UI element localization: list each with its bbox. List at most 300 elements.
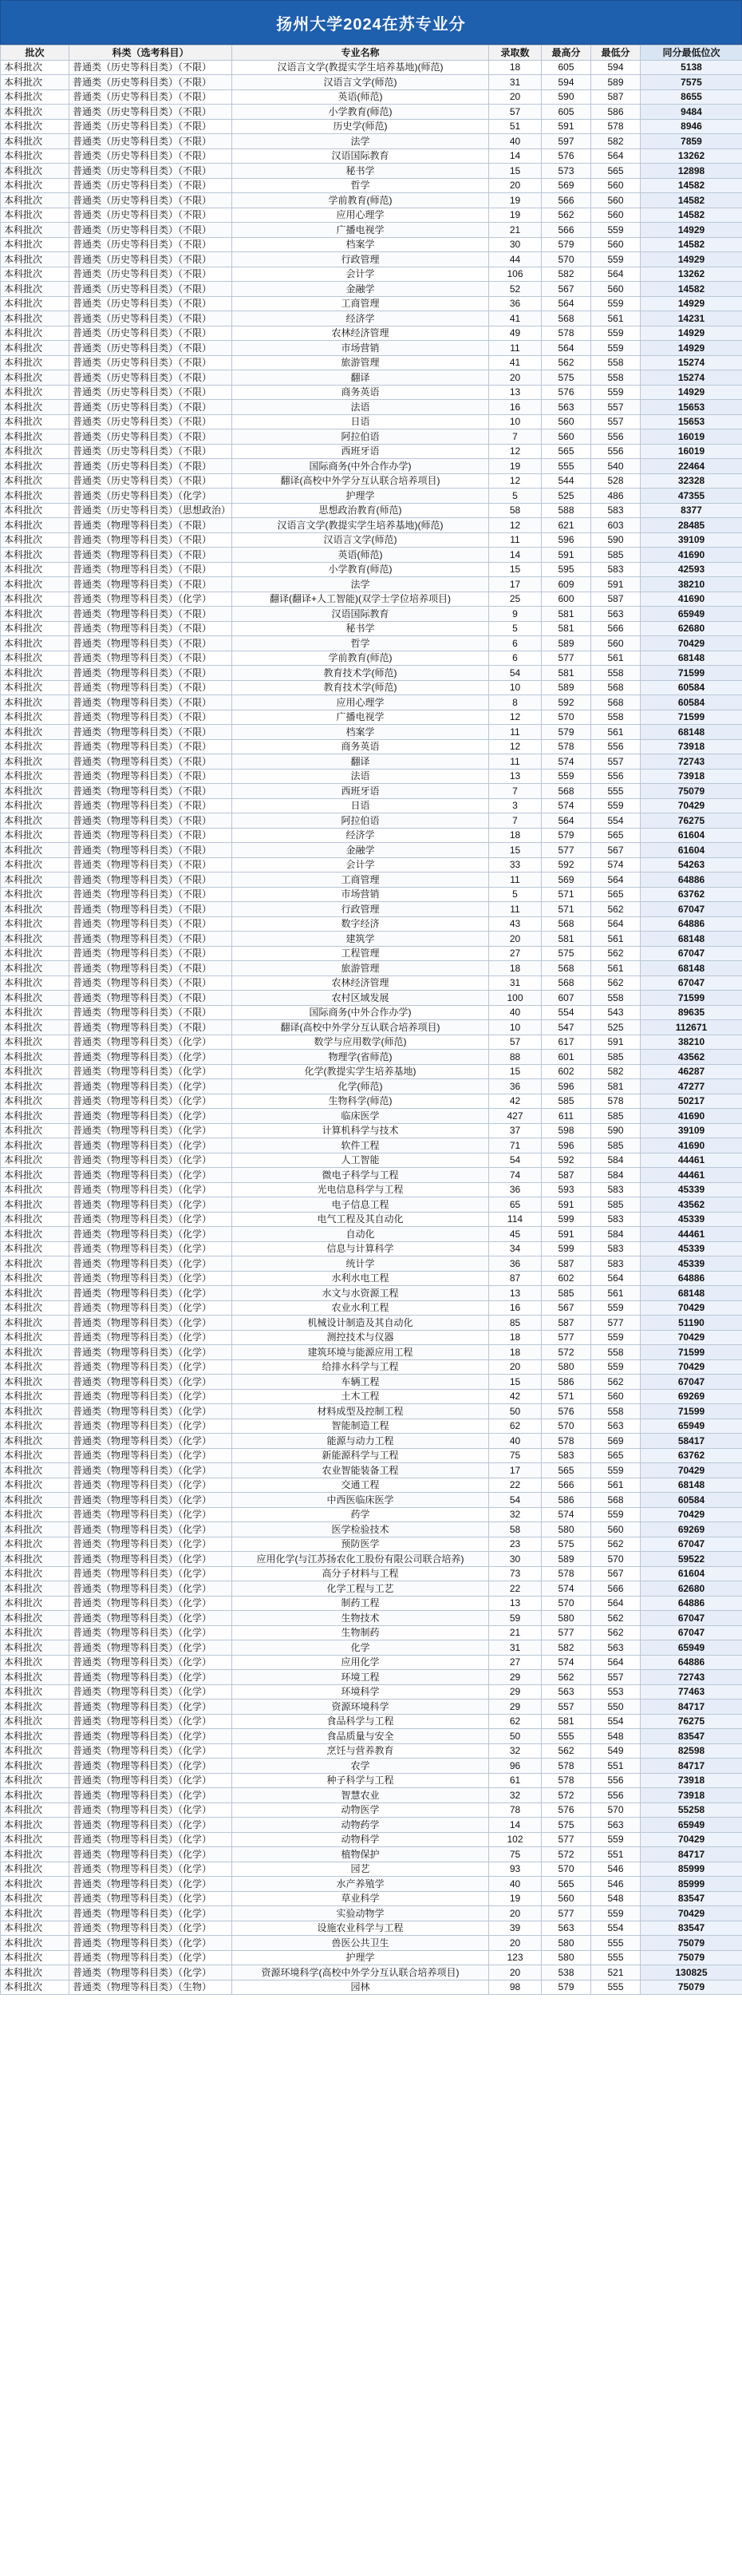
admitted-cell: 10: [489, 414, 542, 429]
major-cell: 园林: [232, 1980, 489, 1995]
admitted-cell: 36: [489, 1079, 542, 1094]
major-cell: 翻译(高校中外学分互认联合培养项目): [232, 473, 489, 489]
table-row: [1, 1655, 742, 1670]
major-cell: 汉语言文学(师范): [232, 75, 489, 90]
batch-cell: 本科批次: [1, 60, 69, 75]
batch-cell: 本科批次: [1, 916, 69, 932]
category-cell: 普通类（历史等科目类）（不限）: [69, 148, 232, 164]
min-score-cell: 578: [591, 1094, 641, 1109]
category-cell: 普通类（历史等科目类）（不限）: [69, 193, 232, 208]
min-rank-cell: 9484: [641, 105, 742, 120]
table-row: [1, 1212, 742, 1227]
batch-cell: 本科批次: [1, 577, 69, 592]
min-score-cell: 583: [591, 503, 641, 518]
table-row: [1, 60, 742, 75]
category-cell: 普通类（物理等科目类）（不限）: [69, 754, 232, 770]
min-rank-cell: 65949: [641, 1640, 742, 1656]
category-cell: 普通类（物理等科目类）（化学）: [69, 1389, 232, 1404]
min-score-cell: 563: [591, 607, 641, 622]
min-score-cell: 574: [591, 857, 641, 873]
min-rank-cell: 71599: [641, 666, 742, 681]
min-rank-cell: 32328: [641, 473, 742, 489]
table-row: [1, 282, 742, 297]
min-rank-cell: 47277: [641, 1079, 742, 1094]
batch-cell: 本科批次: [1, 1005, 69, 1020]
batch-cell: 本科批次: [1, 1404, 69, 1419]
table-row: [1, 326, 742, 341]
min-rank-cell: 67047: [641, 975, 742, 991]
table-row: [1, 725, 742, 740]
admitted-cell: 5: [489, 489, 542, 504]
max-score-cell: 562: [542, 355, 591, 370]
batch-cell: 本科批次: [1, 1581, 69, 1597]
batch-cell: 本科批次: [1, 1094, 69, 1109]
batch-cell: 本科批次: [1, 341, 69, 356]
batch-cell: 本科批次: [1, 89, 69, 105]
major-cell: 设施农业科学与工程: [232, 1921, 489, 1936]
max-score-cell: 592: [542, 857, 591, 873]
admitted-cell: 12: [489, 518, 542, 533]
category-cell: 普通类（历史等科目类）（不限）: [69, 267, 232, 282]
table-row: [1, 252, 742, 267]
admitted-cell: 36: [489, 1182, 542, 1197]
admitted-cell: 87: [489, 1271, 542, 1286]
table-row: [1, 1389, 742, 1404]
table-row: [1, 1434, 742, 1449]
table-row: [1, 444, 742, 459]
category-cell: 普通类（物理等科目类）（不限）: [69, 680, 232, 695]
batch-cell: 本科批次: [1, 400, 69, 415]
admitted-cell: 18: [489, 1330, 542, 1345]
batch-cell: 本科批次: [1, 252, 69, 267]
category-cell: 普通类（物理等科目类）（不限）: [69, 739, 232, 754]
admitted-cell: 102: [489, 1832, 542, 1847]
table-row: [1, 739, 742, 754]
batch-cell: 本科批次: [1, 680, 69, 695]
category-cell: 普通类（物理等科目类）（化学）: [69, 1359, 232, 1375]
category-cell: 普通类（物理等科目类）（不限）: [69, 1020, 232, 1035]
major-cell: 小学教育(师范): [232, 105, 489, 120]
min-rank-cell: 39109: [641, 532, 742, 548]
batch-cell: 本科批次: [1, 1079, 69, 1094]
admitted-cell: 29: [489, 1700, 542, 1715]
max-score-cell: 563: [542, 1921, 591, 1936]
min-score-cell: 562: [591, 946, 641, 961]
batch-cell: 本科批次: [1, 489, 69, 504]
min-rank-cell: 50217: [641, 1094, 742, 1109]
batch-cell: 本科批次: [1, 1965, 69, 1980]
min-rank-cell: 70429: [641, 636, 742, 651]
min-score-cell: 551: [591, 1759, 641, 1774]
table-row: [1, 1522, 742, 1537]
min-score-cell: 603: [591, 518, 641, 533]
max-score-cell: 575: [542, 946, 591, 961]
min-rank-cell: 47355: [641, 489, 742, 504]
min-score-cell: 559: [591, 223, 641, 238]
major-cell: 微电子科学与工程: [232, 1168, 489, 1183]
major-cell: 阿拉伯语: [232, 429, 489, 445]
batch-cell: 本科批次: [1, 1759, 69, 1774]
table-row: [1, 562, 742, 577]
admitted-cell: 10: [489, 1020, 542, 1035]
admitted-cell: 40: [489, 1434, 542, 1449]
batch-cell: 本科批次: [1, 1359, 69, 1375]
batch-cell: 本科批次: [1, 1212, 69, 1227]
min-score-cell: 556: [591, 769, 641, 784]
admitted-cell: 15: [489, 1064, 542, 1079]
admitted-cell: 427: [489, 1109, 542, 1124]
major-cell: 农林经济管理: [232, 975, 489, 991]
category-cell: 普通类（物理等科目类）（化学）: [69, 1921, 232, 1936]
admitted-cell: 73: [489, 1566, 542, 1581]
category-cell: 普通类（物理等科目类）（不限）: [69, 695, 232, 710]
batch-cell: 本科批次: [1, 1684, 69, 1700]
min-rank-cell: 68148: [641, 932, 742, 947]
table-row: [1, 164, 742, 179]
table-row: [1, 1359, 742, 1375]
min-rank-cell: 112671: [641, 1020, 742, 1035]
category-cell: 普通类（历史等科目类）（不限）: [69, 134, 232, 149]
category-cell: 普通类（物理等科目类）（化学）: [69, 1168, 232, 1183]
max-score-cell: 601: [542, 1050, 591, 1065]
min-rank-cell: 46287: [641, 1064, 742, 1079]
min-rank-cell: 75079: [641, 1950, 742, 1965]
batch-cell: 本科批次: [1, 843, 69, 858]
max-score-cell: 591: [542, 1227, 591, 1242]
batch-cell: 本科批次: [1, 355, 69, 370]
max-score-cell: 566: [542, 1478, 591, 1493]
table-row: [1, 1463, 742, 1478]
batch-cell: 本科批次: [1, 311, 69, 326]
batch-cell: 本科批次: [1, 1743, 69, 1759]
major-cell: 学前教育(师范): [232, 193, 489, 208]
batch-cell: 本科批次: [1, 459, 69, 474]
min-rank-cell: 39109: [641, 1123, 742, 1138]
admitted-cell: 74: [489, 1168, 542, 1183]
max-score-cell: 596: [542, 532, 591, 548]
table-row: [1, 1153, 742, 1168]
min-rank-cell: 83547: [641, 1891, 742, 1906]
min-score-cell: 560: [591, 1389, 641, 1404]
table-row: [1, 946, 742, 961]
major-cell: 植物保护: [232, 1847, 489, 1862]
major-cell: 法学: [232, 134, 489, 149]
min-rank-cell: 62680: [641, 1581, 742, 1597]
min-score-cell: 584: [591, 1227, 641, 1242]
major-cell: 商务英语: [232, 739, 489, 754]
table-row: [1, 1493, 742, 1508]
header-major: 专业名称: [232, 46, 489, 61]
batch-cell: 本科批次: [1, 1552, 69, 1567]
min-rank-cell: 69269: [641, 1389, 742, 1404]
category-cell: 普通类（物理等科目类）（不限）: [69, 651, 232, 666]
min-rank-cell: 61604: [641, 1566, 742, 1581]
min-score-cell: 582: [591, 134, 641, 149]
min-score-cell: 585: [591, 1138, 641, 1153]
min-score-cell: 563: [591, 1640, 641, 1656]
table-row: [1, 607, 742, 622]
batch-cell: 本科批次: [1, 1507, 69, 1522]
major-cell: 商务英语: [232, 385, 489, 400]
category-cell: 普通类（历史等科目类）（不限）: [69, 89, 232, 105]
min-rank-cell: 70429: [641, 1300, 742, 1316]
major-cell: 数字经济: [232, 916, 489, 932]
max-score-cell: 577: [542, 843, 591, 858]
major-cell: 护理学: [232, 489, 489, 504]
max-score-cell: 569: [542, 178, 591, 193]
admitted-cell: 19: [489, 459, 542, 474]
min-rank-cell: 77463: [641, 1684, 742, 1700]
batch-cell: 本科批次: [1, 1729, 69, 1744]
admitted-cell: 22: [489, 1581, 542, 1597]
table-row: [1, 577, 742, 592]
table-row: [1, 1640, 742, 1656]
major-cell: 交通工程: [232, 1478, 489, 1493]
category-cell: 普通类（物理等科目类）（化学）: [69, 1759, 232, 1774]
max-score-cell: 589: [542, 680, 591, 695]
major-cell: 法学: [232, 577, 489, 592]
category-cell: 普通类（物理等科目类）（化学）: [69, 1788, 232, 1803]
min-score-cell: 559: [591, 1507, 641, 1522]
table-row: [1, 119, 742, 134]
min-rank-cell: 130825: [641, 1965, 742, 1980]
batch-cell: 本科批次: [1, 1655, 69, 1670]
min-score-cell: 563: [591, 1419, 641, 1434]
admitted-cell: 32: [489, 1507, 542, 1522]
max-score-cell: 579: [542, 828, 591, 843]
min-rank-cell: 14929: [641, 296, 742, 311]
max-score-cell: 581: [542, 607, 591, 622]
max-score-cell: 585: [542, 1286, 591, 1301]
admitted-cell: 96: [489, 1759, 542, 1774]
max-score-cell: 589: [542, 636, 591, 651]
major-cell: 市场营销: [232, 887, 489, 902]
admitted-cell: 17: [489, 577, 542, 592]
min-score-cell: 557: [591, 1670, 641, 1685]
batch-cell: 本科批次: [1, 1197, 69, 1213]
table-row: [1, 1625, 742, 1640]
admitted-cell: 123: [489, 1950, 542, 1965]
max-score-cell: 590: [542, 89, 591, 105]
max-score-cell: 596: [542, 1138, 591, 1153]
category-cell: 普通类（物理等科目类）（化学）: [69, 1906, 232, 1921]
min-rank-cell: 68148: [641, 1478, 742, 1493]
min-rank-cell: 71599: [641, 710, 742, 725]
major-cell: 英语(师范): [232, 89, 489, 105]
category-cell: 普通类（物理等科目类）（化学）: [69, 1832, 232, 1847]
batch-cell: 本科批次: [1, 828, 69, 843]
min-rank-cell: 72743: [641, 1670, 742, 1685]
admitted-cell: 13: [489, 385, 542, 400]
category-cell: 普通类（物理等科目类）（化学）: [69, 1936, 232, 1951]
table-row: [1, 1788, 742, 1803]
major-cell: 翻译: [232, 754, 489, 770]
category-cell: 普通类（物理等科目类）（化学）: [69, 1773, 232, 1788]
major-cell: 工商管理: [232, 873, 489, 888]
min-score-cell: 584: [591, 1153, 641, 1168]
category-cell: 普通类（物理等科目类）（化学）: [69, 1950, 232, 1965]
batch-cell: 本科批次: [1, 1522, 69, 1537]
min-rank-cell: 15274: [641, 370, 742, 386]
batch-cell: 本科批次: [1, 932, 69, 947]
batch-cell: 本科批次: [1, 134, 69, 149]
major-cell: 动物药学: [232, 1818, 489, 1833]
category-cell: 普通类（物理等科目类）（不限）: [69, 873, 232, 888]
batch-cell: 本科批次: [1, 326, 69, 341]
category-cell: 普通类（历史等科目类）（不限）: [69, 178, 232, 193]
category-cell: 普通类（物理等科目类）（化学）: [69, 1596, 232, 1611]
table-row: [1, 680, 742, 695]
batch-cell: 本科批次: [1, 385, 69, 400]
category-cell: 普通类（物理等科目类）（不限）: [69, 636, 232, 651]
min-rank-cell: 16019: [641, 444, 742, 459]
batch-cell: 本科批次: [1, 1773, 69, 1788]
admitted-cell: 14: [489, 548, 542, 563]
max-score-cell: 573: [542, 164, 591, 179]
table-row: [1, 798, 742, 813]
table-row: [1, 843, 742, 858]
max-score-cell: 572: [542, 1847, 591, 1862]
min-rank-cell: 84717: [641, 1759, 742, 1774]
min-score-cell: 558: [591, 1345, 641, 1360]
max-score-cell: 581: [542, 621, 591, 636]
major-cell: 车辆工程: [232, 1375, 489, 1390]
min-rank-cell: 64886: [641, 873, 742, 888]
max-score-cell: 607: [542, 991, 591, 1006]
min-rank-cell: 75079: [641, 1936, 742, 1951]
max-score-cell: 600: [542, 592, 591, 607]
batch-cell: 本科批次: [1, 1700, 69, 1715]
max-score-cell: 587: [542, 1316, 591, 1331]
category-cell: 普通类（物理等科目类）（不限）: [69, 518, 232, 533]
admitted-cell: 62: [489, 1419, 542, 1434]
batch-cell: 本科批次: [1, 75, 69, 90]
admitted-cell: 16: [489, 1300, 542, 1316]
max-score-cell: 592: [542, 1153, 591, 1168]
min-score-cell: 555: [591, 784, 641, 799]
min-score-cell: 486: [591, 489, 641, 504]
max-score-cell: 577: [542, 651, 591, 666]
admitted-cell: 13: [489, 1286, 542, 1301]
min-score-cell: 561: [591, 1478, 641, 1493]
header-admitted: 录取数: [489, 46, 542, 61]
min-rank-cell: 67047: [641, 1375, 742, 1390]
category-cell: 普通类（物理等科目类）（化学）: [69, 1670, 232, 1685]
table-row: [1, 754, 742, 770]
max-score-cell: 562: [542, 1670, 591, 1685]
batch-cell: 本科批次: [1, 164, 69, 179]
min-rank-cell: 22464: [641, 459, 742, 474]
category-cell: 普通类（物理等科目类）（化学）: [69, 1611, 232, 1626]
min-rank-cell: 70429: [641, 1463, 742, 1478]
min-rank-cell: 60584: [641, 695, 742, 710]
major-cell: 软件工程: [232, 1138, 489, 1153]
major-cell: 哲学: [232, 636, 489, 651]
min-score-cell: 583: [591, 1212, 641, 1227]
max-score-cell: 562: [542, 1743, 591, 1759]
category-cell: 普通类（物理等科目类）（不限）: [69, 532, 232, 548]
min-score-cell: 558: [591, 1404, 641, 1419]
major-cell: 翻译: [232, 370, 489, 386]
min-score-cell: 554: [591, 1921, 641, 1936]
min-rank-cell: 14582: [641, 208, 742, 223]
major-cell: 市场营销: [232, 341, 489, 356]
min-score-cell: 554: [591, 1714, 641, 1729]
batch-cell: 本科批次: [1, 754, 69, 770]
major-cell: 国际商务(中外合作办学): [232, 1005, 489, 1020]
major-cell: 制药工程: [232, 1596, 489, 1611]
admitted-cell: 50: [489, 1729, 542, 1744]
major-cell: 会计学: [232, 267, 489, 282]
table-row: [1, 89, 742, 105]
admitted-cell: 11: [489, 754, 542, 770]
min-score-cell: 546: [591, 1862, 641, 1877]
max-score-cell: 585: [542, 1094, 591, 1109]
min-rank-cell: 73918: [641, 739, 742, 754]
min-rank-cell: 68148: [641, 1286, 742, 1301]
table-row: [1, 1064, 742, 1079]
max-score-cell: 569: [542, 873, 591, 888]
major-cell: 电气工程及其自动化: [232, 1212, 489, 1227]
min-rank-cell: 60584: [641, 1493, 742, 1508]
batch-cell: 本科批次: [1, 237, 69, 252]
major-cell: 能源与动力工程: [232, 1434, 489, 1449]
max-score-cell: 591: [542, 548, 591, 563]
batch-cell: 本科批次: [1, 119, 69, 134]
table-row: [1, 1891, 742, 1906]
major-cell: 临床医学: [232, 1109, 489, 1124]
category-cell: 普通类（历史等科目类）（不限）: [69, 370, 232, 386]
min-rank-cell: 8655: [641, 89, 742, 105]
category-cell: 普通类（物理等科目类）（化学）: [69, 1271, 232, 1286]
table-row: [1, 695, 742, 710]
max-score-cell: 565: [542, 444, 591, 459]
category-cell: 普通类（物理等科目类）（生物）: [69, 1980, 232, 1995]
major-cell: 秘书学: [232, 621, 489, 636]
max-score-cell: 576: [542, 385, 591, 400]
max-score-cell: 568: [542, 961, 591, 976]
batch-cell: 本科批次: [1, 887, 69, 902]
major-cell: 给排水科学与工程: [232, 1359, 489, 1375]
admitted-cell: 14: [489, 148, 542, 164]
category-cell: 普通类（历史等科目类）（不限）: [69, 444, 232, 459]
category-cell: 普通类（历史等科目类）（不限）: [69, 429, 232, 445]
admitted-cell: 7: [489, 813, 542, 829]
batch-cell: 本科批次: [1, 769, 69, 784]
admitted-cell: 18: [489, 961, 542, 976]
major-cell: 学前教育(师范): [232, 651, 489, 666]
min-score-cell: 584: [591, 1168, 641, 1183]
min-rank-cell: 70429: [641, 798, 742, 813]
min-score-cell: 562: [591, 1375, 641, 1390]
category-cell: 普通类（物理等科目类）（不限）: [69, 932, 232, 947]
batch-cell: 本科批次: [1, 1153, 69, 1168]
category-cell: 普通类（历史等科目类）（不限）: [69, 473, 232, 489]
major-cell: 应用化学(与江苏扬农化工股份有限公司联合培养): [232, 1552, 489, 1567]
max-score-cell: 578: [542, 739, 591, 754]
min-rank-cell: 14929: [641, 326, 742, 341]
table-row: [1, 710, 742, 725]
min-rank-cell: 14929: [641, 385, 742, 400]
admitted-cell: 12: [489, 473, 542, 489]
min-rank-cell: 7859: [641, 134, 742, 149]
category-cell: 普通类（物理等科目类）（化学）: [69, 1743, 232, 1759]
batch-cell: 本科批次: [1, 148, 69, 164]
category-cell: 普通类（物理等科目类）（不限）: [69, 607, 232, 622]
max-score-cell: 571: [542, 902, 591, 917]
batch-cell: 本科批次: [1, 1788, 69, 1803]
batch-cell: 本科批次: [1, 193, 69, 208]
